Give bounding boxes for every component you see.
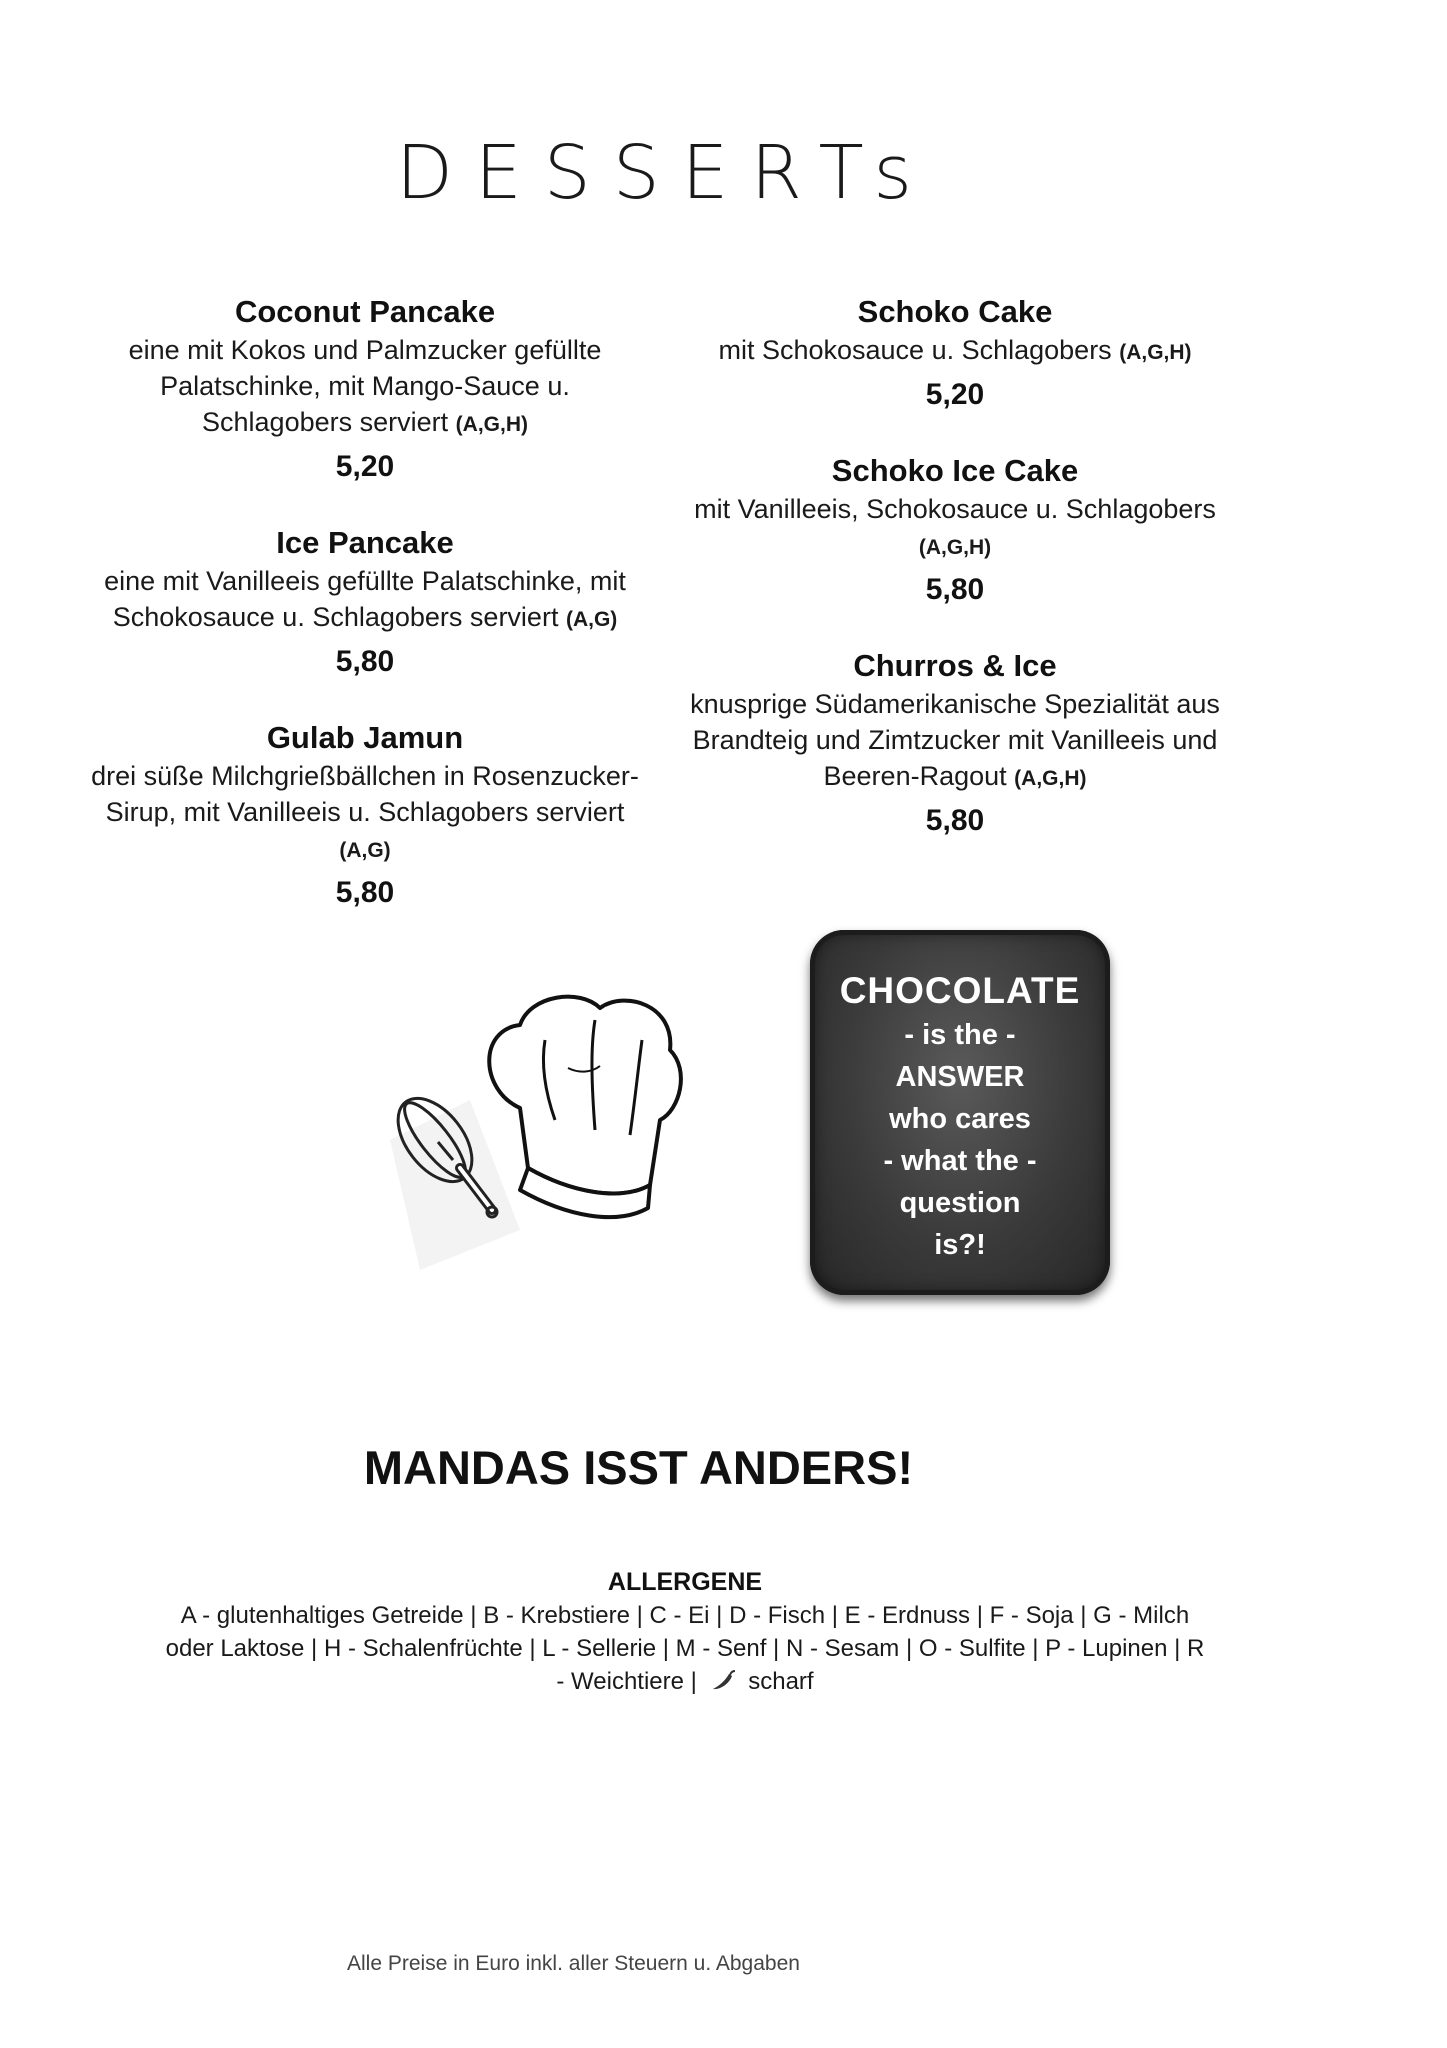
- chalkboard-line: ANSWER: [895, 1061, 1025, 1093]
- menu-item: [675, 646, 1235, 841]
- item-name: Schoko Cake: [857, 294, 1053, 329]
- chalkboard-line: - what the -: [883, 1145, 1037, 1177]
- dessert-column-right: [675, 292, 1235, 877]
- allergen-codes: (A,G,H): [918, 536, 992, 559]
- item-price: 5,20: [335, 450, 395, 483]
- item-description: eine mit Kokos und Palmzucker gefüllte Palatschinke, mit Mango-Sauce u. Schlagobers serviert (A,G,H): [128, 335, 602, 437]
- item-name: Schoko Ice Cake: [831, 453, 1079, 488]
- item-price: 5,80: [335, 876, 395, 909]
- item-description: drei süße Milchgrießbällchen in Rosenzucker-Sirup, mit Vanilleeis u. Schlagobers serviert (A,G): [91, 761, 639, 862]
- item-description: eine mit Vanilleeis gefüllte Palatschinke, mit Schokosauce u. Schlagobers serviert (A,G): [104, 566, 626, 632]
- menu-item: [85, 718, 645, 913]
- chalkboard-quote: [810, 930, 1110, 1295]
- chalkboard-line: is?!: [934, 1229, 986, 1261]
- chalkboard-line: who cares: [889, 1103, 1031, 1135]
- menu-item: [85, 523, 645, 682]
- menu-item: [675, 292, 1235, 415]
- page-title: DESSERTs: [396, 130, 934, 216]
- allergen-codes: (A,G): [339, 839, 391, 862]
- chili-icon: [710, 1670, 736, 1692]
- chalkboard-line: - is the -: [904, 1019, 1016, 1051]
- allergen-legend-title: ALLERGENE: [607, 1568, 763, 1596]
- item-description: mit Vanilleeis, Schokosauce u. Schlagobers (A,G,H): [694, 494, 1216, 559]
- allergen-codes: (A,G,H): [455, 413, 528, 436]
- item-price: 5,80: [925, 804, 985, 837]
- item-name: Gulab Jamun: [266, 720, 464, 755]
- item-name: Ice Pancake: [276, 525, 454, 560]
- allergen-legend: [160, 1565, 1210, 1698]
- item-price: 5,80: [335, 645, 395, 678]
- item-price: 5,80: [925, 573, 985, 606]
- menu-item: [675, 451, 1235, 610]
- item-description: knusprige Südamerikanische Spezialität aus Brandteig und Zimtzucker mit Vanilleeis und Beeren-Ragout (A,G,H): [690, 689, 1220, 791]
- chef-hat-icon: [489, 997, 681, 1217]
- dessert-column-left: [85, 292, 645, 949]
- allergen-codes: (A,G): [565, 608, 618, 631]
- menu-item: [85, 292, 645, 487]
- allergen-legend-text: A - glutenhaltiges Getreide | B - Krebstiere | C - Ei | D - Fisch | E - Erdnuss | F - Soja | G - Milch oder Laktose | H - Schalenfrüchte | L - Sellerie | M - Senf | N - Sesam | O - Sulfite | P - Lupinen | R - Weichtiere | scharf: [165, 1602, 1205, 1695]
- chalkboard-headline: CHOCOLATE: [839, 970, 1081, 1011]
- chef-illustration: [380, 980, 700, 1280]
- slogan: MANDAS ISST ANDERS!: [363, 1441, 914, 1494]
- allergen-codes: (A,G,H): [1119, 341, 1192, 364]
- item-name: Coconut Pancake: [234, 294, 496, 329]
- chalkboard-line: question: [899, 1187, 1021, 1219]
- price-note: Alle Preise in Euro inkl. aller Steuern u. Abgaben: [347, 1952, 800, 1975]
- item-description: mit Schokosauce u. Schlagobers (A,G,H): [718, 335, 1192, 365]
- allergen-codes: (A,G,H): [1014, 767, 1087, 790]
- item-price: 5,20: [925, 378, 985, 411]
- item-name: Churros & Ice: [853, 648, 1057, 683]
- whisk-icon: [383, 1085, 520, 1270]
